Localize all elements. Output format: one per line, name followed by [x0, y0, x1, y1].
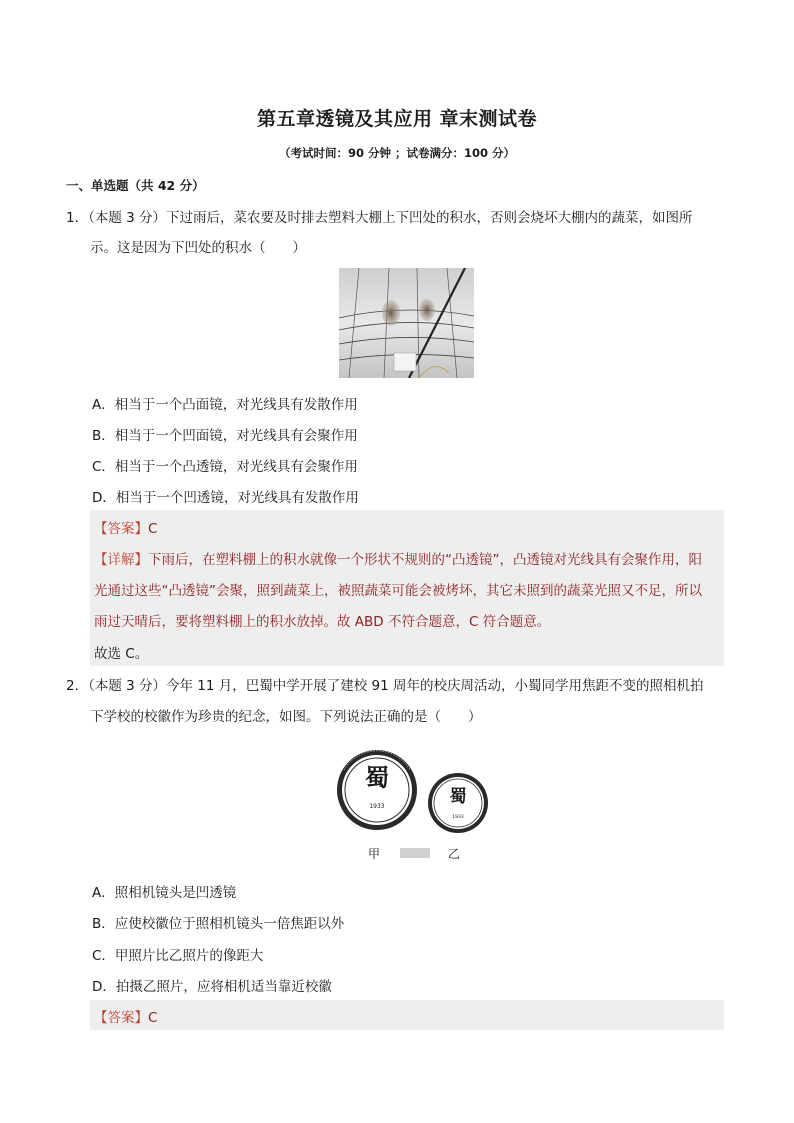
- section-heading: 一、单选题（共 42 分）: [66, 178, 205, 193]
- badge-small: [428, 773, 488, 833]
- school-badge-photos: [330, 748, 490, 863]
- answer-value: C: [148, 1010, 158, 1026]
- page-subtitle: （考试时间：90 分钟 ；试卷满分：100 分）: [278, 146, 516, 160]
- badge-large: [337, 750, 417, 830]
- greenhouse-water-photo: [339, 268, 474, 378]
- answer-label: 【答案】: [94, 521, 148, 537]
- question-2-option-c: C．甲照片比乙照片的像距大: [92, 948, 264, 964]
- figure-label-yi: 乙: [447, 847, 461, 861]
- question-1-option-d: D．相当于一个凹透镜，对光线具有发散作用: [92, 490, 359, 506]
- question-1-detail-line-1: [94, 548, 702, 568]
- question-2-stem-line-2: 下学校的校徽作为珍贵的纪念，如图。下列说法正确的是（ ）: [90, 709, 482, 725]
- detail-label: 【详解】: [94, 552, 148, 568]
- page-title: 第五章透镜及其应用 章末测试卷: [256, 108, 538, 130]
- figure-label-jia: 甲: [367, 847, 381, 861]
- question-2-option-a: A．照相机镜头是凹透镜: [92, 885, 237, 901]
- question-2-answer-panel: [90, 1000, 724, 1030]
- question-2-option-b: B．应使校徽位于照相机镜头一倍焦距以外: [92, 916, 345, 932]
- answer-label: 【答案】: [94, 1010, 148, 1026]
- question-1-stem-line-1: 1．（本题 3 分）下过雨后，菜农要及时排去塑料大棚上下凹处的积水，否则会烧坏大棚内的蔬菜，如图所: [66, 210, 693, 226]
- svg-text:蜀: 蜀: [365, 763, 389, 792]
- question-1-conclusion: 故选 C。: [94, 646, 149, 662]
- question-2-answer: [94, 1006, 157, 1026]
- question-2-option-d: D．拍摄乙照片，应将相机适当靠近校徽: [92, 979, 332, 995]
- question-1-detail-line-2: 光通过这些“凸透镜”会聚，照到蔬菜上，被照蔬菜可能会被烤坏，其它未照到的蔬菜光照又不足，所以: [94, 583, 702, 599]
- question-1-option-b: B．相当于一个凹面镜，对光线具有会聚作用: [92, 428, 358, 444]
- detail-text: 下雨后，在塑料棚上的积水就像一个形状不规则的“凸透镜”，凸透镜对光线具有会聚作用，阳: [148, 552, 702, 568]
- question-1-option-c: C．相当于一个凸透镜，对光线具有会聚作用: [92, 459, 358, 475]
- question-1-answer: [94, 517, 157, 537]
- question-2-stem-line-1: 2．（本题 3 分）今年 11 月，巴蜀中学开展了建校 91 周年的校庆周活动，小蜀同学用焦距不变的照相机拍: [66, 678, 704, 694]
- question-1-stem-line-2: 示。这是因为下凹处的积水（ ）: [90, 240, 306, 256]
- svg-text:1933: 1933: [369, 803, 385, 810]
- question-1-option-a: A．相当于一个凸面镜，对光线具有发散作用: [92, 397, 358, 413]
- answer-value: C: [148, 521, 158, 537]
- question-1-detail-line-3: 雨过天晴后，要将塑料棚上的积水放掉。故 ABD 不符合题意，C 符合题意。: [94, 614, 551, 630]
- svg-text:蜀: 蜀: [449, 787, 467, 807]
- svg-text:1933: 1933: [452, 815, 464, 820]
